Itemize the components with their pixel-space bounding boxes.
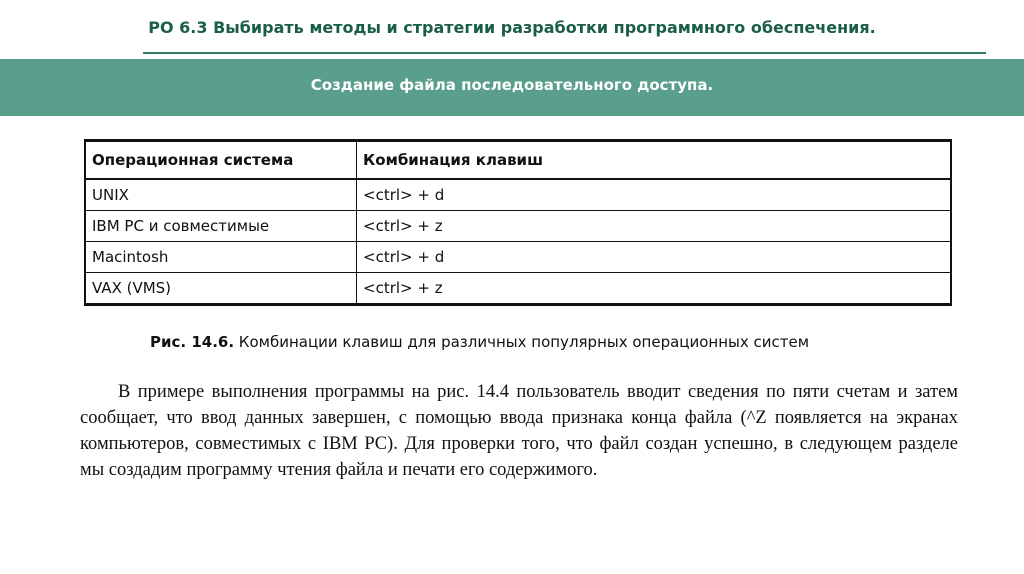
os-cell: UNIX xyxy=(85,179,357,211)
table-row xyxy=(85,211,951,242)
title-divider xyxy=(143,52,986,54)
table-row xyxy=(85,273,951,305)
keys-cell: <ctrl> + d xyxy=(357,242,952,273)
os-cell: VAX (VMS) xyxy=(85,273,357,305)
keys-cell: <ctrl> + z xyxy=(357,211,952,242)
os-cell: IBM PC и совместимые xyxy=(85,211,357,242)
subtitle-banner xyxy=(0,59,1024,116)
figure-caption xyxy=(150,333,809,351)
table-row xyxy=(85,179,951,211)
os-cell: Macintosh xyxy=(85,242,357,273)
key-combination-table xyxy=(84,139,952,306)
keys-cell: <ctrl> + d xyxy=(357,179,952,211)
slide-title: РО 6.3 Выбирать методы и стратегии разработки программного обеспечения. xyxy=(148,18,876,37)
body-paragraph: В примере выполнения программы на рис. 14.4 пользователь вводит сведения по пяти счетам и затем сообщает, что ввод данных завершен, с помощью ввода признака конца файла (^Z появляется на экранах компьютеров, совместимых с IBM PC). Для проверки того, что файл создан успешно, в следующем разделе мы создадим программу чтения файла и печати его содержимого. xyxy=(80,382,958,480)
figure-caption-label: Рис. 14.6. xyxy=(150,333,235,351)
header-os: Операционная система xyxy=(85,141,357,180)
keys-cell: <ctrl> + z xyxy=(357,273,952,305)
header-keys: Комбинация клавиш xyxy=(357,141,952,180)
subtitle-text: Создание файла последовательного доступа. xyxy=(310,76,714,94)
table-row xyxy=(85,242,951,273)
table-header-row xyxy=(85,141,951,180)
figure-caption-text: Комбинации клавиш для различных популярных операционных систем xyxy=(234,333,810,351)
